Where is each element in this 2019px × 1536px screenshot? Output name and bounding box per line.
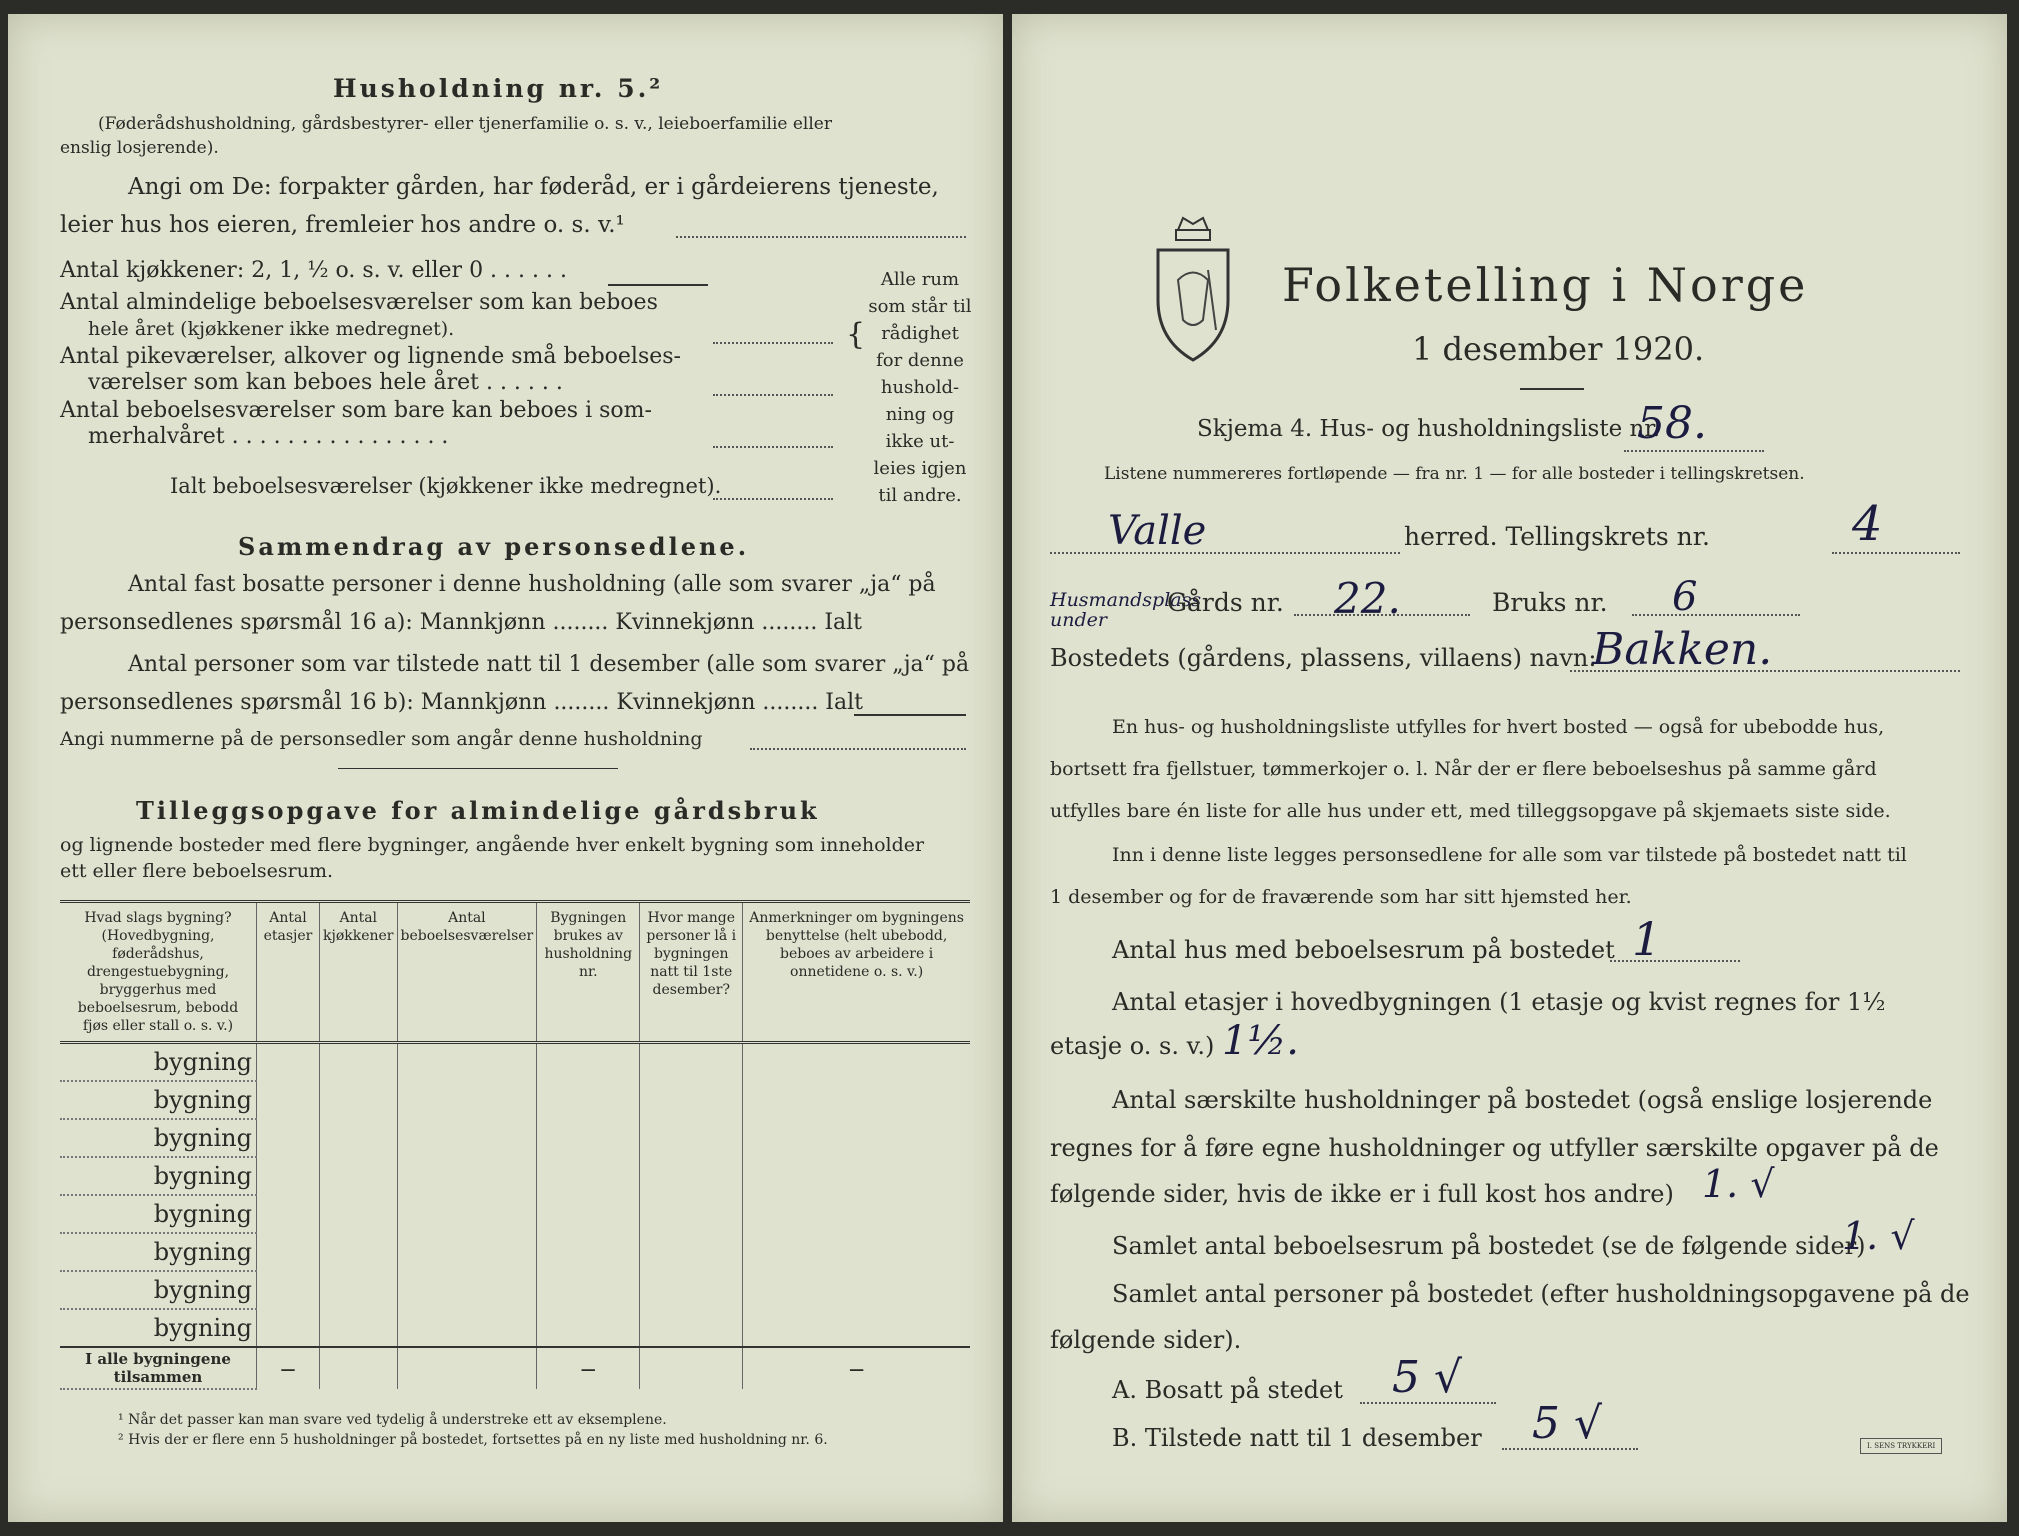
krets-value: 4 <box>1852 496 1883 552</box>
maid-fill <box>713 394 833 396</box>
right-page <box>1012 14 2007 1522</box>
herred-value: Valle <box>1108 508 1207 554</box>
building-table <box>60 900 970 1390</box>
bosted-label: Bostedets (gårdens, plassens, villaens) navn: <box>1050 644 1597 672</box>
q-households-3: følgende sider, hvis de ikke er i full kost hos andre) <box>1050 1180 1674 1208</box>
instruction-3: utfylles bare én liste for alle hus under ett, med tilleggsopgave på skjemaets siste side. <box>1050 800 1891 822</box>
summary-fill <box>750 748 966 750</box>
a-floors: 1½. <box>1222 1018 1299 1064</box>
q-resident: A. Bosatt på stedet <box>1112 1376 1343 1404</box>
supplement-line-1: og lignende bosteder med flere bygninger, angående hver enkelt bygning som inneholder <box>60 834 925 856</box>
q-floors-2: etasje o. s. v.) <box>1050 1032 1215 1060</box>
table-row: bygning <box>60 1233 970 1271</box>
gard-prefix: Husmandsplass under <box>1050 589 1202 631</box>
census-date: 1 desember 1920. <box>1412 330 1705 368</box>
left-page <box>8 14 1003 1522</box>
household-note-2: enslig losjerende). <box>60 138 219 158</box>
table-total-row: I alle bygningene tilsammen — — — <box>60 1347 970 1389</box>
a-resident: 5 √ <box>1392 1352 1463 1403</box>
table-row: bygning <box>60 1309 970 1347</box>
supplement-line-2: ett eller flere beboelsesrum. <box>60 860 334 882</box>
schema-fill <box>1624 450 1764 452</box>
table-row: bygning <box>60 1271 970 1309</box>
summary-line-3: Antal personer som var tilstede natt til 1 desember (alle som svarer „ja“ på <box>128 652 970 677</box>
angi-line-2: leier hus hos eieren, fremleier hos andre o. s. v.¹ <box>60 212 625 238</box>
instruction-2: bortsett fra fjellstuer, tømmerkojer o. l. Når der er flere beboelseshus på samme gård <box>1050 758 1877 780</box>
col-building-type: Hvad slags bygning? (Hovedbygning, føderådshus, drengestuebygning, bryggerhus med beboelsesrum, bebodd fjøs eller stall o. s. v.) <box>60 902 257 1043</box>
houses-fill <box>1610 960 1740 962</box>
printer-stamp: I. SENS TRYKKERI <box>1860 1438 1942 1454</box>
table-row: bygning <box>60 1157 970 1195</box>
a-rooms: 1. √ <box>1842 1214 1915 1258</box>
summary-line-1: Antal fast bosatte personer i denne husholdning (alle som svarer „ja“ på <box>128 572 936 597</box>
summer-fill <box>713 446 833 448</box>
present-fill <box>1502 1448 1638 1450</box>
summary-title: Sammendrag av personsedlene. <box>238 532 750 561</box>
rooms-label-2: hele året (kjøkkener ikke medregnet). <box>88 318 455 340</box>
table-row: bygning <box>60 1043 970 1082</box>
norway-crest-icon <box>1148 210 1238 370</box>
krets-fill <box>1832 552 1960 554</box>
schema-number: 58. <box>1637 398 1707 449</box>
section-divider <box>338 768 618 769</box>
q-persons: Samlet antal personer på bostedet (efter husholdningsopgavene på de <box>1112 1280 1970 1308</box>
maid-rooms-label: Antal pikeværelser, alkover og lignende små beboelses- <box>60 344 681 369</box>
table-row: bygning <box>60 1081 970 1119</box>
q-persons-2: følgende sider). <box>1050 1326 1242 1354</box>
census-title: Folketelling i Norge <box>1282 258 1809 312</box>
table-row: bygning <box>60 1119 970 1157</box>
a-households: 1. √ <box>1702 1162 1775 1206</box>
bruk-value: 6 <box>1672 574 1698 620</box>
summary-line-4: personsedlenes spørsmål 16 b): Mannkjønn ........ Kvinnekjønn ........ Ialt <box>60 690 863 715</box>
angi-line-1: Angi om De: forpakter gården, har føderåd, er i gårdeierens tjeneste, <box>128 174 939 200</box>
q-floors: Antal etasjer i hovedbygningen (1 etasje og kvist regnes for 1½ <box>1112 988 1886 1016</box>
q-rooms: Samlet antal beboelsesrum på bostedet (se de følgende sider) <box>1112 1232 1866 1260</box>
summary-total-rule <box>854 714 966 716</box>
angi-fill-line <box>676 236 966 238</box>
maid-rooms-label-2: værelser som kan beboes hele året . . . . . . <box>88 370 563 395</box>
q-present: B. Tilstede natt til 1 desember <box>1112 1424 1482 1452</box>
instruction-5: 1 desember og for de fraværende som har sitt hjemsted her. <box>1050 886 1632 908</box>
gard-value: 22. <box>1334 574 1401 623</box>
footnote-1: ¹ Når det passer kan man svare ved tydelig å understreke ett av eksemplene. <box>118 1412 667 1428</box>
total-rooms-label: Ialt beboelsesværelser (kjøkkener ikke medregnet). <box>170 474 722 498</box>
summary-line-2: personsedlenes spørsmål 16 a): Mannkjønn ........ Kvinnekjønn ........ Ialt <box>60 610 863 635</box>
summer-rooms-label: Antal beboelsesværelser som bare kan beboes i som- <box>60 398 652 423</box>
bruk-label: Bruks nr. <box>1492 588 1608 617</box>
q-houses: Antal hus med beboelsesrum på bostedet <box>1112 936 1615 964</box>
q-households: Antal særskilte husholdninger på bostedet (også enslige losjerende <box>1112 1086 1933 1114</box>
col-household: Bygningen brukes av husholdning nr. <box>537 902 640 1043</box>
col-floors: Antal etasjer <box>257 902 320 1043</box>
herred-label: herred. Tellingskrets nr. <box>1404 522 1710 551</box>
a-present: 5 √ <box>1532 1398 1603 1449</box>
title-rule <box>1520 388 1584 390</box>
table-row: bygning <box>60 1195 970 1233</box>
instruction-1: En hus- og husholdningsliste utfylles for hvert bosted — også for ubebodde hus, <box>1112 716 1885 738</box>
numbering-note: Listene nummereres fortløpende — fra nr. 1 — for alle bosteder i tellingskretsen. <box>1104 464 1805 484</box>
bosted-value: Bakken. <box>1592 624 1773 675</box>
household-note: (Føderådshusholdning, gårdsbestyrer- eller tjenerfamilie o. s. v., leieboerfamilie eller <box>98 114 832 134</box>
col-persons: Hvor mange personer lå i bygningen natt til 1ste desember? <box>640 902 743 1043</box>
bosted-fill <box>1570 670 1960 672</box>
col-remarks: Anmerkninger om bygningens benyttelse (helt ubebodd, beboes av arbeidere i onnetidene o. s. v.) <box>743 902 970 1043</box>
summary-line-5: Angi nummerne på de personsedler som angår denne husholdning <box>60 728 703 750</box>
resident-fill <box>1360 1402 1496 1404</box>
herred-fill <box>1050 552 1400 554</box>
a-houses: 1 <box>1632 912 1662 966</box>
kitchens-label: Antal kjøkkener: 2, 1, ½ o. s. v. eller 0 . . . . . . <box>60 258 567 283</box>
total-fill <box>713 498 833 500</box>
side-note: Alle rum som står til rådighet for denne hushold- ning og ikke ut- leies igjen til andre. <box>868 269 972 506</box>
bracket-glyph: { <box>846 317 866 352</box>
schema-label: Skjema 4. Hus- og husholdningsliste nr. <box>1197 416 1661 442</box>
instruction-4: Inn i denne liste legges personsedlene for alle som var tilstede på bostedet natt til <box>1112 844 1907 866</box>
kitchens-rule <box>608 284 708 286</box>
col-rooms: Antal beboelsesværelser <box>397 902 537 1043</box>
q-households-2: regnes for å føre egne husholdninger og utfyller særskilte opgaver på de <box>1050 1134 1939 1162</box>
rooms-fill <box>713 342 833 344</box>
col-kitchens: Antal kjøkkener <box>320 902 398 1043</box>
footnote-2: ² Hvis der er flere enn 5 husholdninger på bostedet, fortsettes på en ny liste med husholdning nr. 6. <box>118 1432 828 1448</box>
household-title: Husholdning nr. 5.² <box>333 74 664 103</box>
summer-rooms-label-2: merhalvåret . . . . . . . . . . . . . . . . <box>88 424 449 449</box>
supplement-title: Tilleggsopgave for almindelige gårdsbruk <box>136 796 820 825</box>
rooms-label: Antal almindelige beboelsesværelser som kan beboes <box>60 290 658 315</box>
bruk-fill <box>1632 614 1800 616</box>
gard-fill <box>1294 614 1470 616</box>
gard-label: Gårds nr. <box>1167 588 1284 617</box>
